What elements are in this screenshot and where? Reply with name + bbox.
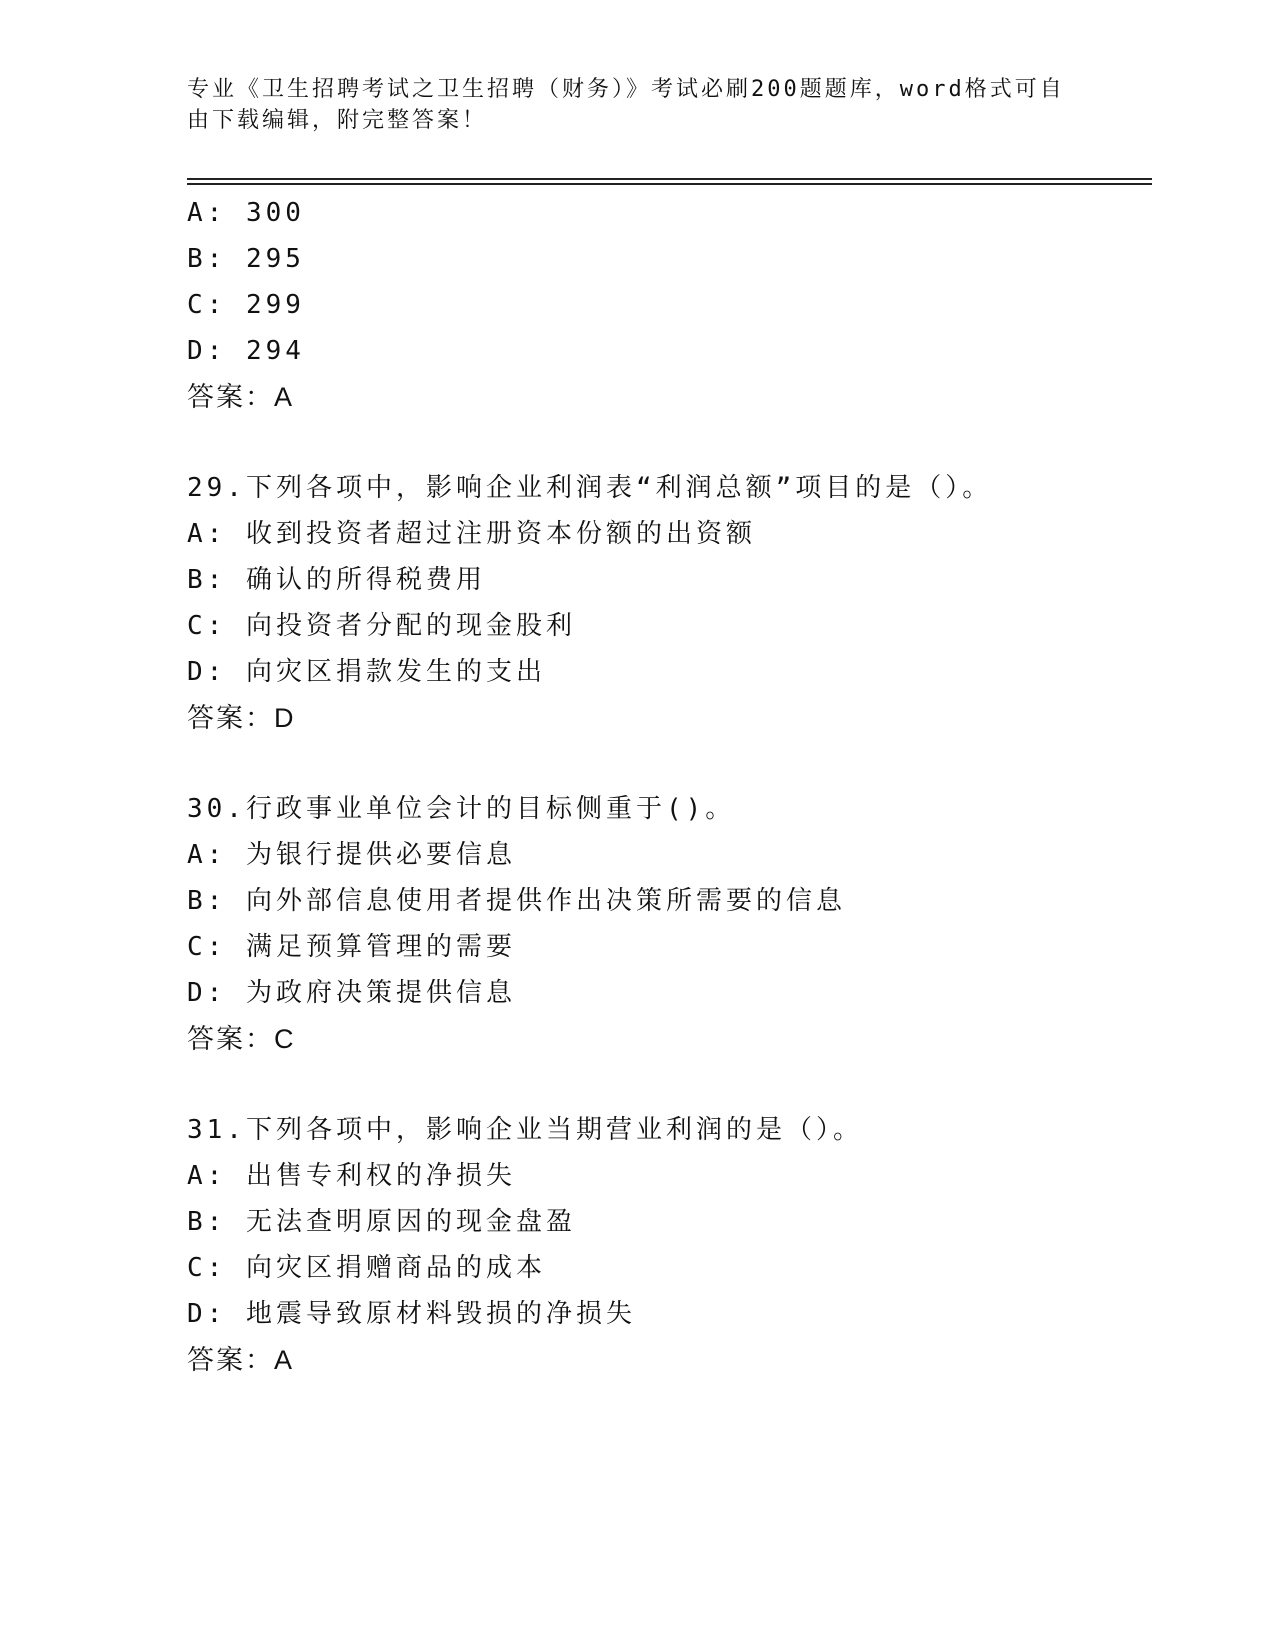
header-divider-bottom xyxy=(187,183,1152,185)
option-c: C: 向灾区捐赠商品的成本 xyxy=(187,1253,546,1283)
question-text: 30.行政事业单位会计的目标侧重于()。 xyxy=(187,794,736,824)
spacer xyxy=(187,741,1152,786)
question-31-block xyxy=(187,1107,1152,1383)
question-30-block xyxy=(187,786,1152,1062)
question-28-block xyxy=(187,190,1152,420)
option-d: D: 294 xyxy=(187,336,305,366)
header-divider-top xyxy=(187,178,1152,180)
option-a: A: 为银行提供必要信息 xyxy=(187,840,516,870)
question-29-block xyxy=(187,465,1152,741)
option-d: D: 为政府决策提供信息 xyxy=(187,978,516,1008)
question-text: 29.下列各项中，影响企业利润表“利润总额”项目的是（）。 xyxy=(187,473,993,503)
option-d: D: 向灾区捐款发生的支出 xyxy=(187,657,546,687)
option-b: B: 无法查明原因的现金盘盈 xyxy=(187,1207,576,1237)
option-c: C: 满足预算管理的需要 xyxy=(187,932,516,962)
spacer xyxy=(187,420,1152,465)
option-c: C: 向投资者分配的现金股利 xyxy=(187,611,576,641)
option-d: D: 地震导致原材料毁损的净损失 xyxy=(187,1299,636,1329)
option-a: A: 300 xyxy=(187,198,305,228)
option-a: A: 出售专利权的净损失 xyxy=(187,1161,516,1191)
document-header: 专业《卫生招聘考试之卫生招聘（财务）》考试必刷200题题库，word格式可自由下载编辑，附完整答案！ xyxy=(187,77,1065,133)
option-c: C: 299 xyxy=(187,290,305,320)
spacer xyxy=(187,1062,1152,1107)
option-b: B: 295 xyxy=(187,244,305,274)
option-b: B: 向外部信息使用者提供作出决策所需要的信息 xyxy=(187,886,846,916)
option-a: A: 收到投资者超过注册资本份额的出资额 xyxy=(187,519,756,549)
question-list xyxy=(187,190,1152,1383)
question-text: 31.下列各项中，影响企业当期营业利润的是（）。 xyxy=(187,1115,863,1145)
answer-label: 答案：D xyxy=(187,703,296,733)
answer-label: 答案：A xyxy=(187,1345,295,1375)
answer-label: 答案：A xyxy=(187,382,295,412)
option-b: B: 确认的所得税费用 xyxy=(187,565,486,595)
answer-label: 答案：C xyxy=(187,1024,296,1054)
